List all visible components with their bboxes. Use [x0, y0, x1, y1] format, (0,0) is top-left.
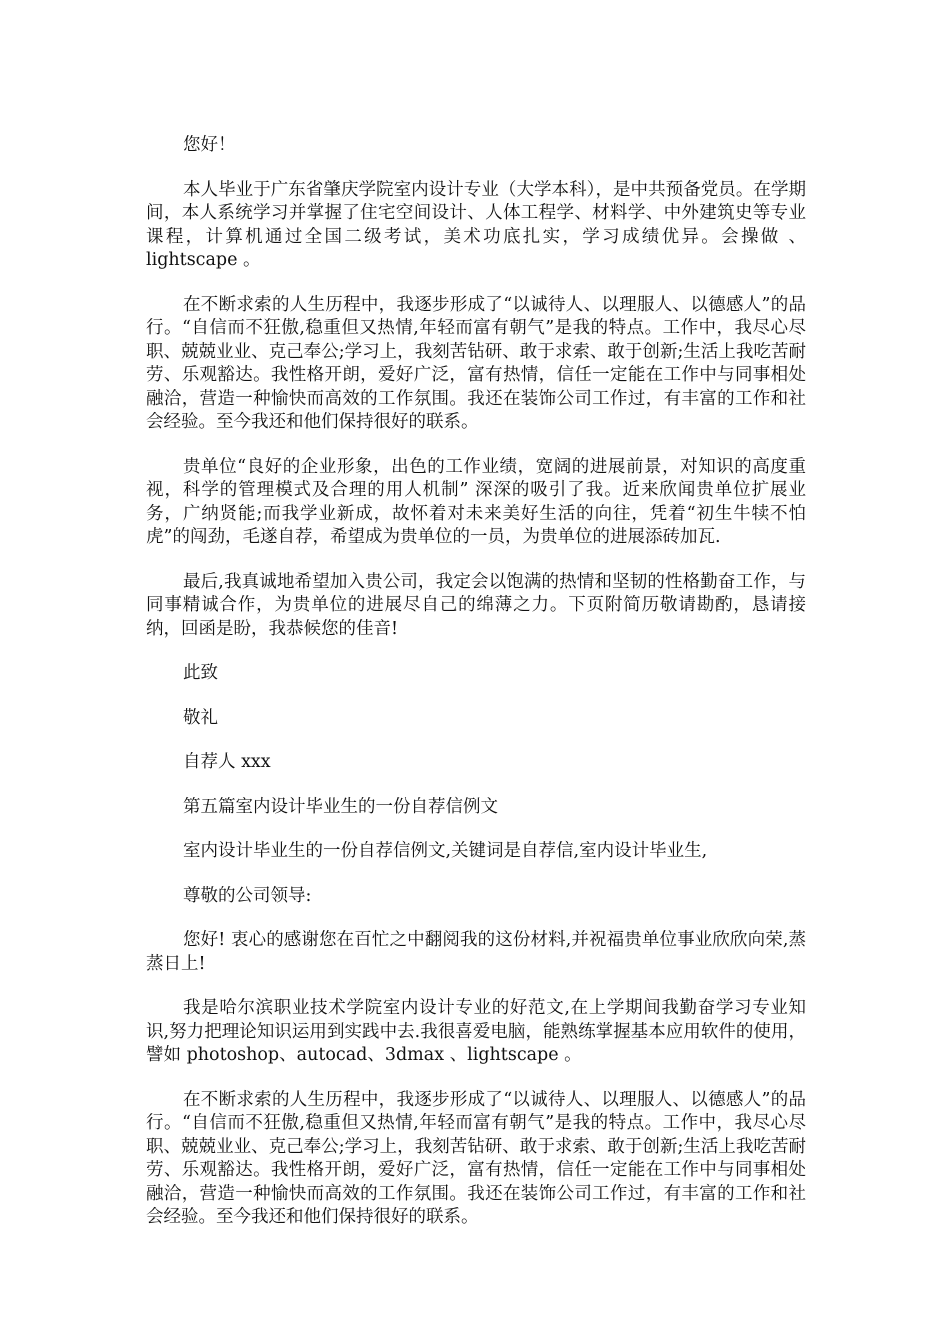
company-interest-paragraph: 贵单位“良好的企业形象，出色的工作业绩，宽阔的进展前景，对知识的高度重视，科学的管理模式及合理的用人机制” 深深的吸引了我。近来欣闻贵单位扩展业务，广纳贤能;而我学业新成，故怀着对未来美好生活的向往，凭着“初生牛犊不怕虎”的闯劲，毛遂自荐，希望成为贵单位的一员，为贵单位的进展添砖加瓦.	[146, 456, 806, 547]
education-paragraph: 本人毕业于广东省肇庆学院室内设计专业（大学本科），是中共预备党员。在学期间，本人系统学习并掌握了住宅空间设计、人体工程学、材料学、中外建筑史等专业课程，计算机通过全国二级考试，美术功底扎实，学习成绩优异。会操做 、lightscape 。	[146, 179, 806, 270]
addressee-line: 尊敬的公司领导:	[183, 885, 312, 906]
closing-paragraph: 最后,我真诚地希望加入贵公司，我定会以饱满的热情和坚韧的性格勤奋工作，与同事精诚合作，为贵单位的进展尽自己的绵薄之力。下页附简历敬请勘酌，恳请接纳，回函是盼，我恭候您的佳音!	[146, 571, 806, 639]
signature-line: 自荐人 xxx	[183, 752, 271, 772]
character-paragraph: 在不断求索的人生历程中，我逐步形成了“以诚待人、以理服人、以德感人”的品行。“自信而不狂傲,稳重但又热情,年轻而富有朝气”是我的特点。工作中，我尽心尽职、兢兢业业、克己奉公;学习上，我刻苦钻研、敢于求索、敢于创新;生活上我吃苦耐劳、乐观豁达。我性格开朗，爱好广泛，富有热情，信任一定能在工作中与同事相处融洽，营造一种愉快而高效的工作氛围。我还在装饰公司工作过，有丰富的工作和社会经验。至今我还和他们保持很好的联系。	[146, 294, 806, 432]
section-title: 第五篇室内设计毕业生的一份自荐信例文	[183, 796, 498, 817]
second-education-paragraph: 我是哈尔滨职业技术学院室内设计专业的好范文,在上学期间我勤奋学习专业知识,努力把理论知识运用到实践中去.我很喜爱电脑，能熟练掌握基本应用软件的使用，譬如 photoshop、autocad、3dmax 、lightscape 。	[146, 998, 806, 1065]
greeting-paragraph: 您好！	[183, 135, 236, 155]
second-character-paragraph: 在不断求索的人生历程中，我逐步形成了“以诚待人、以理服人、以德感人”的品行。“自信而不狂傲,稳重但又热情,年轻而富有朝气”是我的特点。工作中，我尽心尽职、兢兢业业、克己奉公;学习上，我刻苦钻研、敢于求索、敢于创新;生活上我吃苦耐劳、乐观豁达。我性格开朗，爱好广泛，富有热情，信任一定能在工作中与同事相处融洽，营造一种愉快而高效的工作氛围。我还在装饰公司工作过，有丰富的工作和社会经验。至今我还和他们保持很好的联系。	[146, 1089, 806, 1227]
document-page	[146, 134, 806, 1251]
keywords-line: 室内设计毕业生的一份自荐信例文,关键词是自荐信,室内设计毕业生,	[183, 841, 708, 861]
salutation-line: 此致	[183, 663, 218, 683]
second-greeting-paragraph: 您好! 衷心的感谢您在百忙之中翻阅我的这份材料,并祝福贵单位事业欣欣向荣,蒸蒸日上!	[146, 930, 806, 974]
regards-line: 敬礼	[183, 707, 218, 728]
